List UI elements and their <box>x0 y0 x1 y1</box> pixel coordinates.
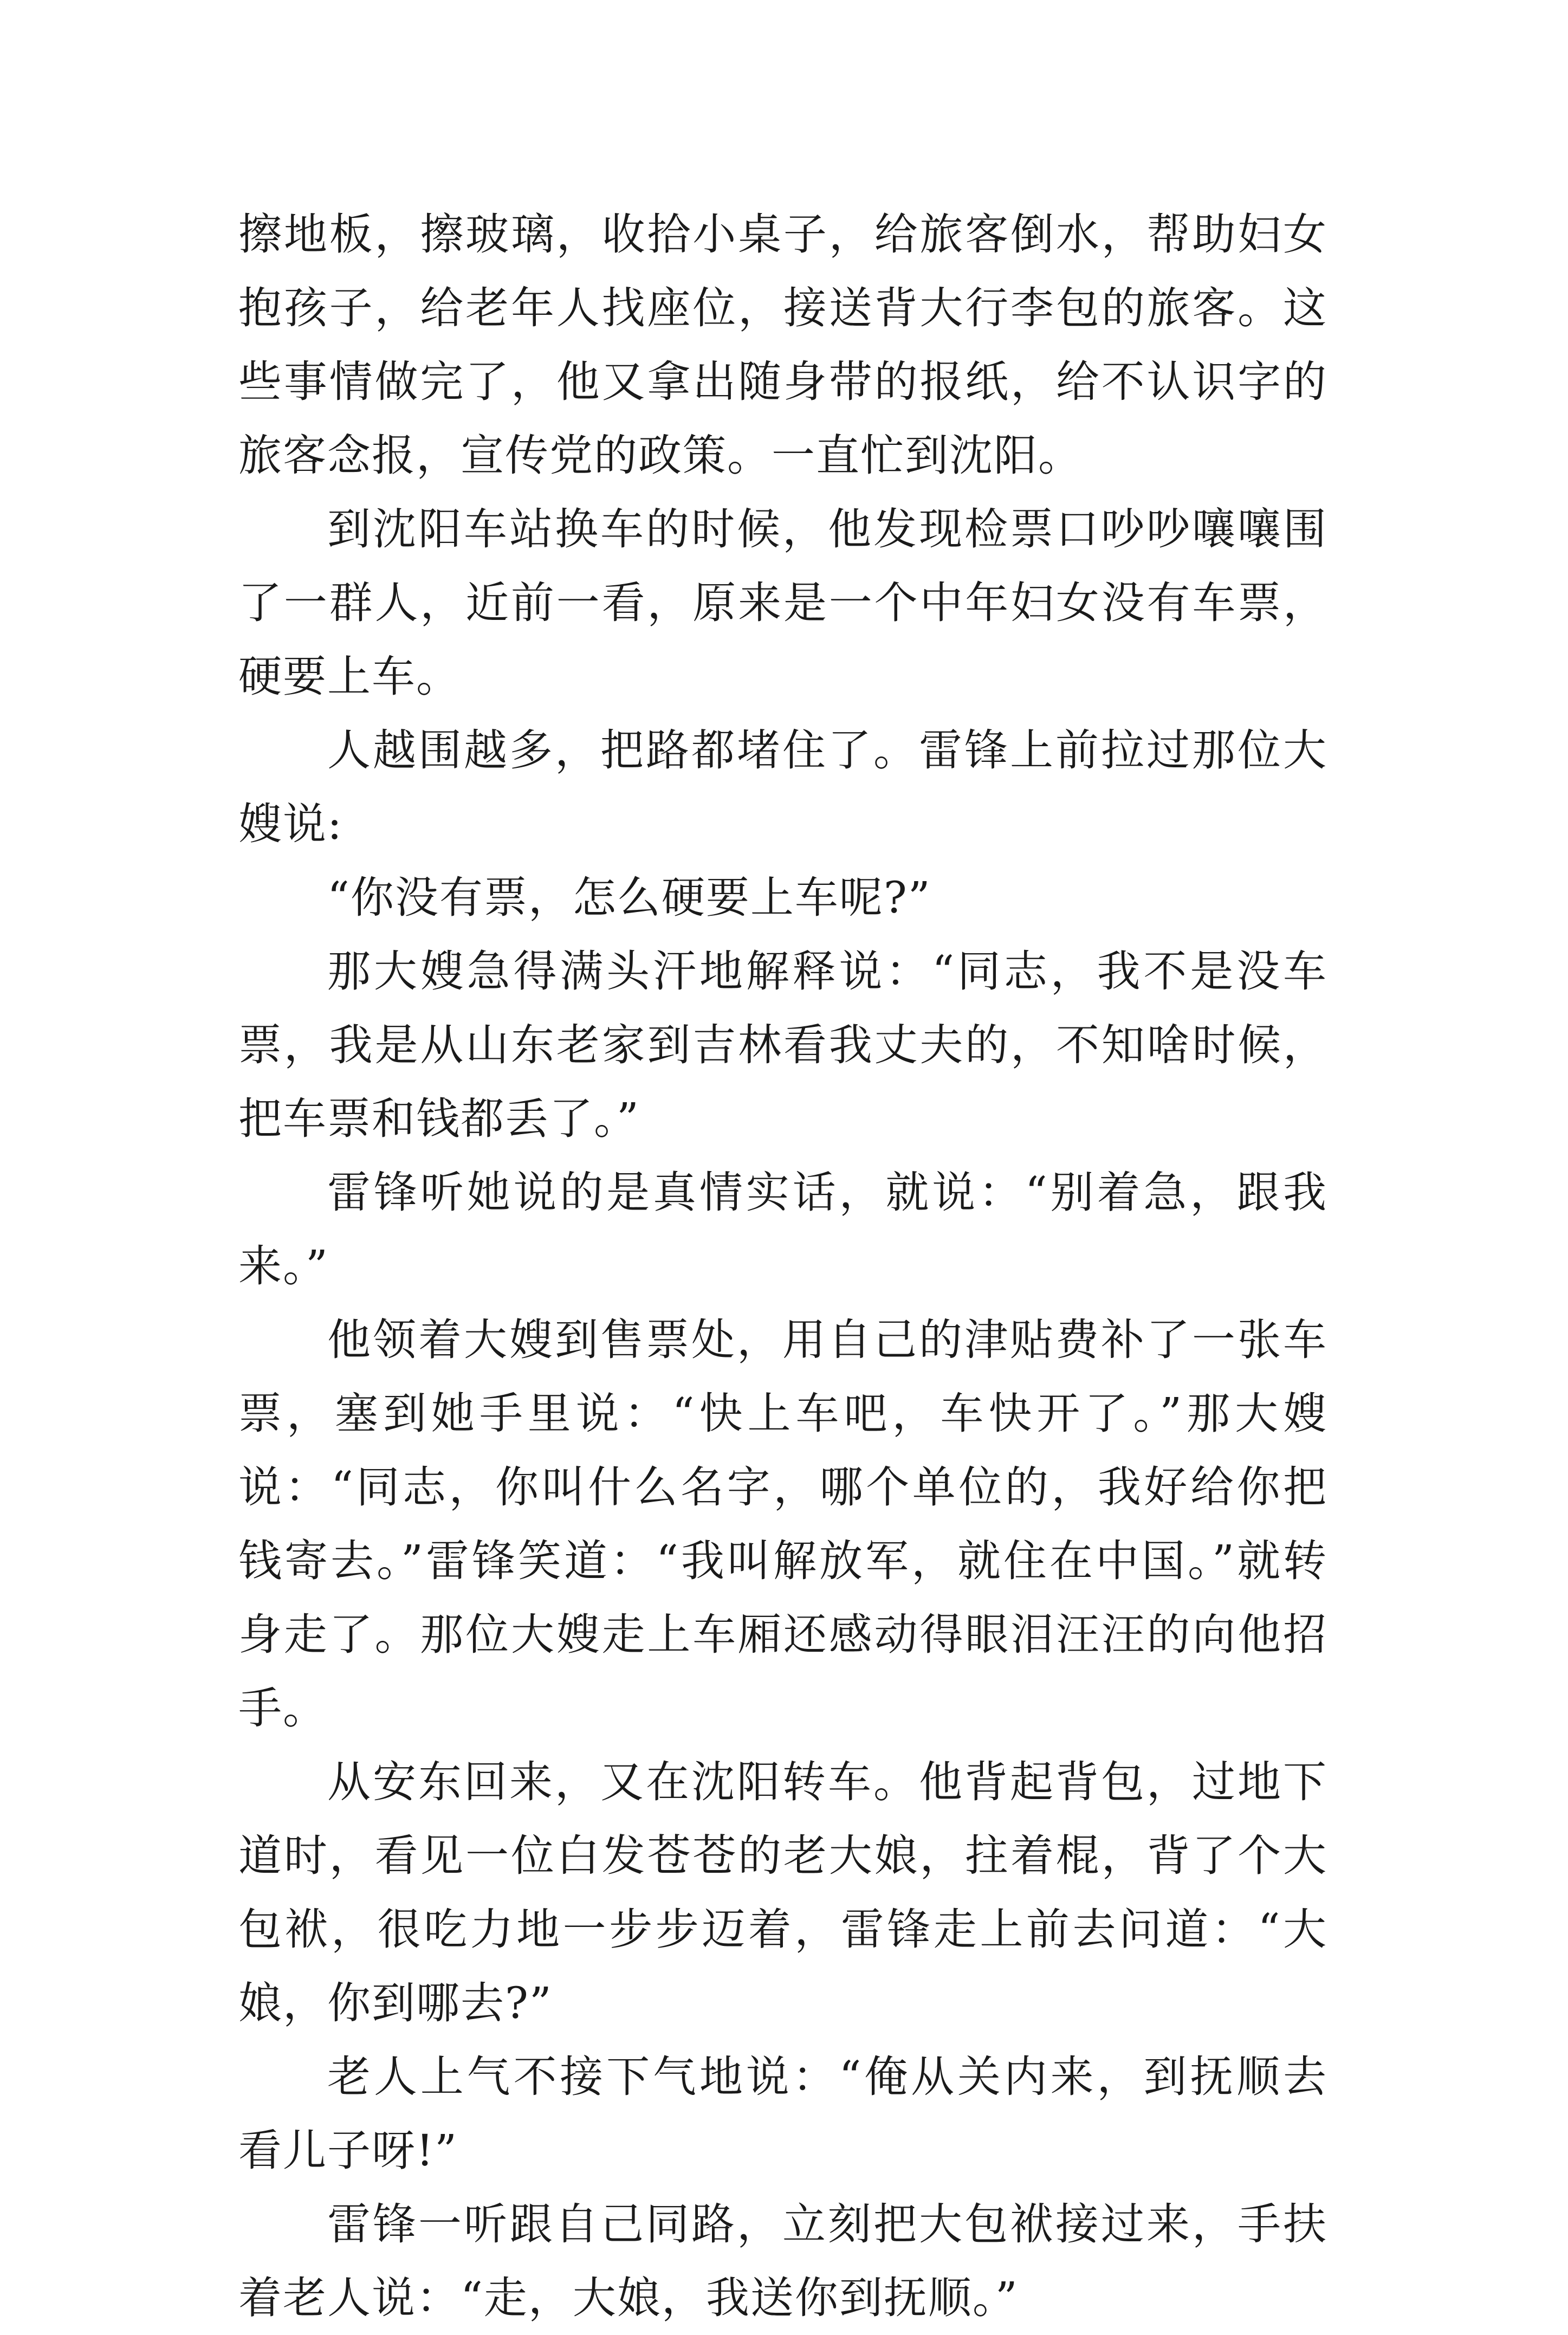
paragraph: 从安东回来，又在沈阳转车。他背起背包，过地下道时，看见一位白发苍苍的老大娘，拄着棍，背了个大包袱，很吃力地一步步迈着，雷锋走上前去问道：“大娘，你到哪去?” <box>238 1757 1327 2028</box>
paragraph: 人越围越多，把路都堵住了。雷锋上前拉过那位大嫂说: <box>238 725 1327 849</box>
paragraph: 老人上气不接下气地说：“俺从关内来，到抚顺去看儿子呀!” <box>238 2052 1327 2176</box>
paragraph-continued: 擦地板，擦玻璃，收拾小桌子，给旅客倒水，帮助妇女抱孩子，给老年人找座位，接送背大行李包的旅客。这些事情做完了，他又拿出随身带的报纸，给不认识字的旅客念报，宣传党的政策。一直忙到沈阳。 <box>238 209 1327 481</box>
paragraph: 到沈阳车站换车的时候，他发现检票口吵吵嚷嚷围了一群人，近前一看，原来是一个中年妇女没有车票，硬要上车。 <box>238 504 1327 702</box>
document-body <box>238 198 1327 2335</box>
paragraph-quote: “你没有票，怎么硬要上车呢?” <box>327 872 931 923</box>
paragraph: 那大嫂急得满头汗地解释说：“同志，我不是没车票，我是从山东老家到吉林看我丈夫的，不知啥时候，把车票和钱都丢了。” <box>238 946 1327 1144</box>
paragraph: 他领着大嫂到售票处，用自己的津贴费补了一张车票，塞到她手里说：“快上车吧，车快开了。”那大嫂说：“同志，你叫什么名字，哪个单位的，我好给你把钱寄去。”雷锋笑道：“我叫解放军，就住在中国。”就转身走了。那位大嫂走上车厢还感动得眼泪汪汪的向他招手。 <box>238 1315 1327 1734</box>
paragraph: 雷锋听她说的是真情实话，就说：“别着急，跟我来。” <box>238 1167 1327 1291</box>
paragraph: 雷锋一听跟自己同路，立刻把大包袱接过来，手扶着老人说：“走，大娘，我送你到抚顺。” <box>238 2199 1327 2323</box>
